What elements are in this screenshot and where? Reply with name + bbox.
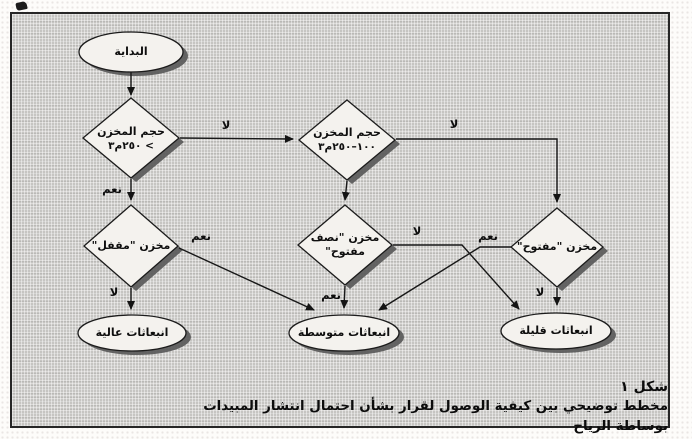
node-shadows [83,36,616,355]
decision-store-semi-open-line1: مخزن "نصف [310,231,380,244]
connector-yes-closed-to-emissions-medium [179,248,314,310]
edge-label-no-gt250-to-100-250: لا [221,118,231,132]
result-emissions-medium-label: انبعاثات متوسطة [297,326,391,339]
decision-volume-gt-250-line1: حجم المخزن [97,125,165,138]
edge-label-yes-open-to-medium: نعم [478,229,498,243]
connector-yes-semi-to-emissions-medium [344,286,345,308]
decision-volume-gt-250-line2: > ٢٥٠م٣ [108,140,154,152]
edge-label-no-closed-to-high: لا [109,285,119,299]
caption-description: مخطط توضيحي بين كيفية الوصول لقرار بشأن احتمال انتشار المبيدات بوساطة الرياح [203,399,668,434]
decision-store-open-label: مخزن "مفتوح" [516,240,598,253]
connector-to-store-semi-open [345,181,347,200]
connector-no-to-volume-100-250 [180,138,293,139]
decision-store-semi-open-label [311,231,380,259]
edge-label-no-semi-to-low: لا [412,224,422,238]
decision-store-semi-open-line2: مفتوح" [325,245,365,258]
decision-store-closed-label: مخزن "مقفل" [91,239,171,252]
edge-label-yes-gt250-to-closed: نعم [102,182,122,196]
edge-label-no-100-250-to-open: لا [449,117,459,131]
edge-label-no-open-to-low: لا [535,285,545,299]
decision-volume-gt-250-label [97,125,165,153]
result-emissions-low-label: انبعاثات قليلة [519,324,593,337]
start-node-label: البداية [114,45,148,58]
decision-volume-100-250-line1: حجم المخزن [313,126,381,139]
caption-figure-number: شكل ١ [620,379,668,395]
decision-volume-100-250-label [313,126,381,154]
edge-label-yes-closed-to-medium: نعم [191,229,211,243]
result-emissions-high-label: انبعاثات عالية [95,326,169,339]
edge-label-yes-semi-to-medium: نعم [321,288,341,302]
decision-volume-100-250-line2: ١٠٠–٢٥٠م٣ [318,141,376,153]
connector-no-semi-to-emissions-low [393,245,519,309]
connector-no-to-store-open [396,139,557,202]
figure-caption [188,377,668,437]
